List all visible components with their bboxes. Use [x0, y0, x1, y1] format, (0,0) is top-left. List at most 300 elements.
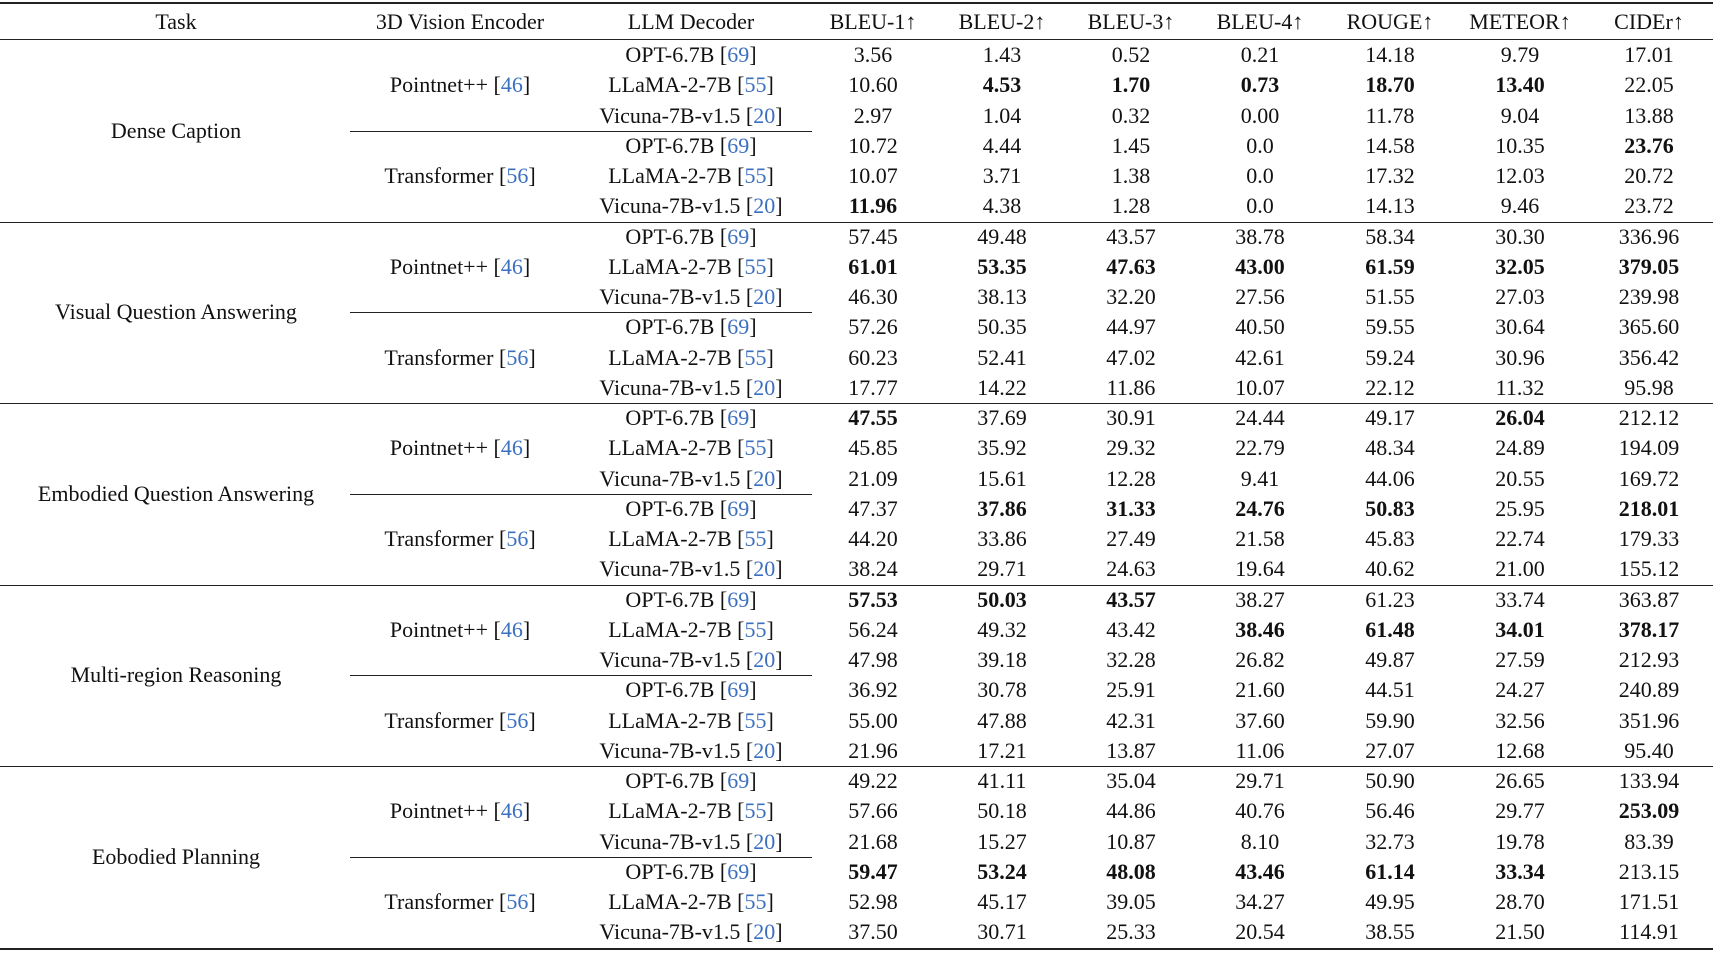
metric-value: 1.70: [1111, 72, 1151, 98]
metric-cell: [1330, 282, 1450, 312]
metric-cell: [1460, 161, 1580, 191]
metric-cell: [1071, 675, 1191, 705]
metric-value: 18.70: [1365, 72, 1415, 98]
decoder-bracket: ]: [766, 798, 774, 824]
metric-cell: [1071, 373, 1191, 403]
metric-value: 9.79: [1500, 42, 1540, 68]
metric-value: 31.33: [1106, 495, 1156, 521]
metric-cell: [1589, 827, 1709, 857]
metric-value: 22.74: [1495, 526, 1545, 552]
metric-cell: [942, 252, 1062, 282]
header-label: 3D Vision Encoder: [375, 9, 545, 34]
metric-value: 58.34: [1365, 223, 1415, 249]
decoder-bracket: ]: [766, 344, 774, 370]
metric-value: 59.47: [848, 858, 898, 884]
metric-value: 59.24: [1365, 344, 1415, 370]
metric-value: 43.57: [1106, 586, 1156, 612]
metric-value: 30.78: [977, 677, 1027, 703]
metric-value: 351.96: [1618, 707, 1680, 733]
metric-value: 11.06: [1235, 737, 1285, 763]
metric-cell: [1330, 70, 1450, 100]
metric-value: 3.56: [853, 42, 893, 68]
encoder-bracket: ]: [528, 344, 536, 370]
header-label: BLEU-2↑: [958, 9, 1046, 34]
metric-value: 27.07: [1365, 737, 1415, 763]
metric-cell: [813, 222, 933, 252]
metric-value: 37.60: [1235, 707, 1285, 733]
metric-value: 17.32: [1365, 163, 1415, 189]
metric-value: 21.68: [848, 828, 898, 854]
metric-value: 25.33: [1106, 919, 1156, 945]
decoder-label: [571, 796, 811, 826]
decoder-name: LLaMA-2-7B [: [608, 798, 745, 824]
metric-cell: [1589, 191, 1709, 221]
metric-value: 41.11: [977, 768, 1027, 794]
metric-value: 155.12: [1618, 556, 1680, 582]
metric-cell: [1200, 312, 1320, 342]
metric-cell: [1071, 161, 1191, 191]
metric-cell: [942, 675, 1062, 705]
decoder-label: [571, 736, 811, 766]
decoder-citation: 20: [753, 284, 776, 310]
decoder-bracket: ]: [775, 647, 783, 673]
encoder-label: [350, 222, 570, 313]
metric-cell: [1071, 101, 1191, 131]
decoder-bracket: ]: [775, 374, 783, 400]
metric-value: 55.00: [848, 707, 898, 733]
metric-cell: [1200, 433, 1320, 463]
decoder-label: [571, 131, 811, 161]
metric-cell: [1589, 615, 1709, 645]
metric-value: 11.86: [1106, 374, 1156, 400]
metric-cell: [1071, 282, 1191, 312]
metric-cell: [942, 887, 1062, 917]
encoder-label: [350, 675, 570, 766]
decoder-bracket: ]: [766, 253, 774, 279]
encoder-bracket: ]: [522, 798, 531, 824]
metric-value: 59.55: [1365, 314, 1415, 340]
metric-cell: [1589, 70, 1709, 100]
decoder-citation: 20: [753, 737, 776, 763]
metric-cell: [813, 554, 933, 584]
metric-value: 10.35: [1495, 132, 1545, 158]
metric-cell: [813, 887, 933, 917]
metric-value: 47.88: [977, 707, 1027, 733]
metric-value: 114.91: [1619, 919, 1679, 945]
metric-value: 43.42: [1106, 616, 1156, 642]
metric-cell: [1200, 766, 1320, 796]
decoder-bracket: ]: [766, 163, 774, 189]
metric-cell: [1330, 857, 1450, 887]
metric-cell: [813, 585, 933, 615]
metric-cell: [1200, 191, 1320, 221]
metric-value: 50.90: [1365, 768, 1415, 794]
metric-cell: [813, 282, 933, 312]
metric-value: 0.21: [1240, 42, 1280, 68]
metric-value: 61.23: [1365, 586, 1415, 612]
metric-value: 61.14: [1365, 858, 1415, 884]
metric-cell: [1071, 554, 1191, 584]
metric-value: 50.18: [977, 798, 1027, 824]
metric-value: 20.72: [1624, 163, 1674, 189]
metric-cell: [813, 464, 933, 494]
decoder-bracket: ]: [775, 102, 783, 128]
metric-cell: [1460, 554, 1580, 584]
decoder-bracket: ]: [766, 526, 774, 552]
metric-cell: [942, 101, 1062, 131]
task-label: [6, 766, 346, 948]
decoder-bracket: ]: [749, 586, 757, 612]
metric-value: 35.04: [1106, 768, 1156, 794]
metric-cell: [1330, 494, 1450, 524]
metric-cell: [1330, 252, 1450, 282]
decoder-citation: 69: [727, 223, 750, 249]
decoder-bracket: ]: [766, 435, 774, 461]
metric-value: 2.97: [853, 102, 893, 128]
metric-value: 1.28: [1111, 193, 1151, 219]
task-name: Dense Caption: [110, 117, 242, 143]
metric-cell: [942, 857, 1062, 887]
metric-value: 29.32: [1106, 435, 1156, 461]
decoder-name: LLaMA-2-7B [: [608, 344, 745, 370]
metric-value: 40.76: [1235, 798, 1285, 824]
encoder-bracket: ]: [522, 616, 531, 642]
metric-cell: [1330, 917, 1450, 947]
metric-value: 24.44: [1235, 405, 1285, 431]
encoder-label: [350, 585, 570, 676]
metric-cell: [1200, 827, 1320, 857]
decoder-citation: 55: [744, 526, 767, 552]
metric-value: 30.64: [1495, 314, 1545, 340]
metric-value: 27.49: [1106, 526, 1156, 552]
metric-cell: [1200, 857, 1320, 887]
metric-value: 38.13: [977, 284, 1027, 310]
metric-cell: [1589, 403, 1709, 433]
metric-value: 44.20: [848, 526, 898, 552]
metric-cell: [813, 736, 933, 766]
metric-cell: [1071, 887, 1191, 917]
metric-cell: [1200, 917, 1320, 947]
decoder-name: OPT-6.7B [: [625, 405, 728, 431]
metric-cell: [1330, 827, 1450, 857]
metric-value: 95.98: [1624, 374, 1674, 400]
metric-value: 13.40: [1495, 72, 1545, 98]
metric-cell: [1200, 675, 1320, 705]
encoder-citation: 46: [500, 435, 523, 461]
metric-value: 57.66: [848, 798, 898, 824]
header-cell: [1071, 4, 1191, 40]
metric-value: 43.46: [1235, 858, 1285, 884]
header-label: CIDEr↑: [1614, 9, 1684, 34]
decoder-bracket: ]: [749, 405, 757, 431]
metric-value: 48.08: [1106, 858, 1156, 884]
metric-value: 30.30: [1495, 223, 1545, 249]
metric-value: 1.04: [982, 102, 1022, 128]
metric-value: 24.89: [1495, 435, 1545, 461]
metric-value: 29.71: [1235, 768, 1285, 794]
metric-value: 1.38: [1111, 163, 1151, 189]
metric-cell: [1589, 554, 1709, 584]
metric-value: 44.51: [1365, 677, 1415, 703]
metric-cell: [1460, 494, 1580, 524]
metric-cell: [1330, 403, 1450, 433]
decoder-citation: 55: [744, 798, 767, 824]
metric-value: 10.60: [848, 72, 898, 98]
metric-cell: [1200, 796, 1320, 826]
metric-cell: [813, 131, 933, 161]
metric-value: 1.43: [982, 42, 1022, 68]
metric-cell: [813, 191, 933, 221]
metric-cell: [1071, 796, 1191, 826]
metric-value: 53.24: [977, 858, 1027, 884]
metric-value: 50.03: [977, 586, 1027, 612]
metric-cell: [1330, 464, 1450, 494]
metric-cell: [1589, 373, 1709, 403]
decoder-name: Vicuna-7B-v1.5 [: [599, 465, 754, 491]
metric-value: 9.41: [1240, 465, 1280, 491]
decoder-citation: 20: [753, 556, 776, 582]
decoder-label: [571, 282, 811, 312]
decoder-citation: 55: [744, 163, 767, 189]
header-cell: [1589, 4, 1709, 40]
metric-cell: [942, 433, 1062, 463]
decoder-name: Vicuna-7B-v1.5 [: [599, 828, 754, 854]
metric-cell: [1071, 524, 1191, 554]
decoder-label: [571, 343, 811, 373]
metric-value: 25.95: [1495, 495, 1545, 521]
decoder-bracket: ]: [775, 284, 783, 310]
task-label: [6, 403, 346, 585]
decoder-label: [571, 312, 811, 342]
metric-value: 10.07: [1235, 374, 1285, 400]
metric-cell: [813, 524, 933, 554]
metric-value: 47.37: [848, 495, 898, 521]
metric-cell: [1589, 101, 1709, 131]
metric-value: 12.68: [1495, 737, 1545, 763]
metric-cell: [1200, 887, 1320, 917]
decoder-name: Vicuna-7B-v1.5 [: [599, 919, 754, 945]
metric-cell: [1071, 645, 1191, 675]
decoder-bracket: ]: [766, 72, 774, 98]
metric-cell: [1589, 282, 1709, 312]
metric-cell: [1200, 706, 1320, 736]
decoder-citation: 55: [744, 435, 767, 461]
decoder-citation: 69: [727, 495, 750, 521]
metric-cell: [942, 282, 1062, 312]
metric-cell: [1460, 373, 1580, 403]
decoder-name: OPT-6.7B [: [625, 314, 728, 340]
metric-cell: [1071, 222, 1191, 252]
decoder-citation: 20: [753, 102, 776, 128]
metric-value: 363.87: [1618, 586, 1680, 612]
metric-value: 38.55: [1365, 919, 1415, 945]
decoder-label: [571, 191, 811, 221]
metric-cell: [1330, 101, 1450, 131]
metric-cell: [942, 615, 1062, 645]
decoder-label: [571, 373, 811, 403]
decoder-name: OPT-6.7B [: [625, 677, 728, 703]
metric-cell: [1330, 524, 1450, 554]
metric-value: 60.23: [848, 344, 898, 370]
metric-value: 13.87: [1106, 737, 1156, 763]
encoder-name: Pointnet++ [: [389, 798, 501, 824]
metric-cell: [942, 222, 1062, 252]
header-label: BLEU-1↑: [829, 9, 917, 34]
metric-value: 34.27: [1235, 889, 1285, 915]
metric-value: 21.00: [1495, 556, 1545, 582]
decoder-name: OPT-6.7B [: [625, 768, 728, 794]
metric-value: 169.72: [1618, 465, 1680, 491]
decoder-bracket: ]: [766, 616, 774, 642]
metric-value: 12.03: [1495, 163, 1545, 189]
metric-cell: [1330, 887, 1450, 917]
metric-value: 212.12: [1618, 405, 1680, 431]
metric-cell: [1071, 464, 1191, 494]
metric-cell: [942, 585, 1062, 615]
metric-cell: [1071, 403, 1191, 433]
task-name: Embodied Question Answering: [37, 480, 315, 506]
decoder-citation: 55: [744, 889, 767, 915]
metric-cell: [942, 191, 1062, 221]
metric-cell: [1460, 827, 1580, 857]
metric-value: 38.78: [1235, 223, 1285, 249]
metric-value: 35.92: [977, 435, 1027, 461]
encoder-citation: 56: [506, 889, 529, 915]
metric-value: 11.32: [1495, 374, 1545, 400]
encoder-bracket: ]: [528, 526, 536, 552]
metric-value: 9.04: [1500, 102, 1540, 128]
metric-value: 0.73: [1240, 72, 1280, 98]
decoder-name: OPT-6.7B [: [625, 223, 728, 249]
metric-cell: [942, 343, 1062, 373]
metric-cell: [1330, 585, 1450, 615]
metric-value: 17.01: [1624, 42, 1674, 68]
metric-value: 0.52: [1111, 42, 1151, 68]
decoder-bracket: ]: [775, 465, 783, 491]
metric-cell: [1589, 494, 1709, 524]
encoder-citation: 56: [506, 344, 529, 370]
metric-value: 52.41: [977, 344, 1027, 370]
metric-cell: [1330, 433, 1450, 463]
metric-value: 14.22: [977, 374, 1027, 400]
decoder-bracket: ]: [749, 42, 757, 68]
metric-cell: [1330, 766, 1450, 796]
encoder-bracket: ]: [522, 435, 531, 461]
metric-cell: [813, 70, 933, 100]
decoder-bracket: ]: [766, 889, 774, 915]
metric-value: 21.60: [1235, 677, 1285, 703]
metric-cell: [1071, 131, 1191, 161]
metric-cell: [1200, 373, 1320, 403]
metric-value: 24.76: [1235, 495, 1285, 521]
decoder-label: [571, 161, 811, 191]
metric-cell: [1330, 222, 1450, 252]
task-name: Multi-region Reasoning: [70, 662, 282, 688]
decoder-label: [571, 524, 811, 554]
metric-value: 21.58: [1235, 526, 1285, 552]
metric-value: 29.77: [1495, 798, 1545, 824]
decoder-name: LLaMA-2-7B [: [608, 526, 745, 552]
metric-value: 34.01: [1495, 616, 1545, 642]
metric-cell: [1200, 343, 1320, 373]
decoder-name: OPT-6.7B [: [625, 586, 728, 612]
metric-value: 32.28: [1106, 647, 1156, 673]
metric-value: 212.93: [1618, 647, 1680, 673]
metric-value: 10.87: [1106, 828, 1156, 854]
metric-cell: [1460, 706, 1580, 736]
encoder-citation: 46: [500, 616, 523, 642]
metric-value: 33.86: [977, 526, 1027, 552]
metric-cell: [1589, 312, 1709, 342]
metric-value: 49.95: [1365, 889, 1415, 915]
metric-cell: [813, 857, 933, 887]
metric-value: 22.12: [1365, 374, 1415, 400]
metric-value: 61.48: [1365, 616, 1415, 642]
metric-value: 48.34: [1365, 435, 1415, 461]
metric-cell: [1460, 252, 1580, 282]
metric-value: 0.0: [1246, 193, 1274, 219]
metric-cell: [1200, 131, 1320, 161]
decoder-label: [571, 706, 811, 736]
metric-value: 39.18: [977, 647, 1027, 673]
decoder-bracket: ]: [749, 768, 757, 794]
metric-value: 37.69: [977, 405, 1027, 431]
metric-cell: [1330, 343, 1450, 373]
decoder-name: Vicuna-7B-v1.5 [: [599, 737, 754, 763]
metric-value: 56.24: [848, 616, 898, 642]
header-label: LLM Decoder: [627, 9, 755, 34]
decoder-citation: 55: [744, 72, 767, 98]
decoder-bracket: ]: [749, 858, 757, 884]
metric-value: 49.22: [848, 768, 898, 794]
metric-cell: [1460, 615, 1580, 645]
metric-cell: [1589, 524, 1709, 554]
decoder-name: LLaMA-2-7B [: [608, 889, 745, 915]
metric-cell: [813, 101, 933, 131]
decoder-label: [571, 554, 811, 584]
metric-cell: [1200, 615, 1320, 645]
metric-cell: [1460, 40, 1580, 70]
header-label: BLEU-4↑: [1216, 9, 1304, 34]
decoder-label: [571, 615, 811, 645]
metric-value: 40.62: [1365, 556, 1415, 582]
metric-cell: [1589, 736, 1709, 766]
decoder-citation: 69: [727, 768, 750, 794]
metric-value: 1.45: [1111, 132, 1151, 158]
metric-cell: [1460, 887, 1580, 917]
decoder-bracket: ]: [749, 132, 757, 158]
header-cell: [6, 4, 346, 40]
metric-cell: [942, 464, 1062, 494]
decoder-bracket: ]: [775, 919, 783, 945]
metric-value: 33.74: [1495, 586, 1545, 612]
metric-cell: [942, 917, 1062, 947]
encoder-citation: 56: [506, 526, 529, 552]
metric-value: 15.61: [977, 465, 1027, 491]
metric-cell: [1071, 736, 1191, 766]
metric-value: 49.32: [977, 616, 1027, 642]
metric-cell: [1071, 827, 1191, 857]
metric-value: 365.60: [1618, 314, 1680, 340]
metric-value: 20.54: [1235, 919, 1285, 945]
decoder-label: [571, 857, 811, 887]
decoder-name: OPT-6.7B [: [625, 495, 728, 521]
decoder-citation: 20: [753, 647, 776, 673]
encoder-name: Pointnet++ [: [389, 72, 501, 98]
metric-value: 47.63: [1106, 253, 1156, 279]
metric-cell: [1200, 494, 1320, 524]
header-label: METEOR↑: [1469, 9, 1571, 34]
